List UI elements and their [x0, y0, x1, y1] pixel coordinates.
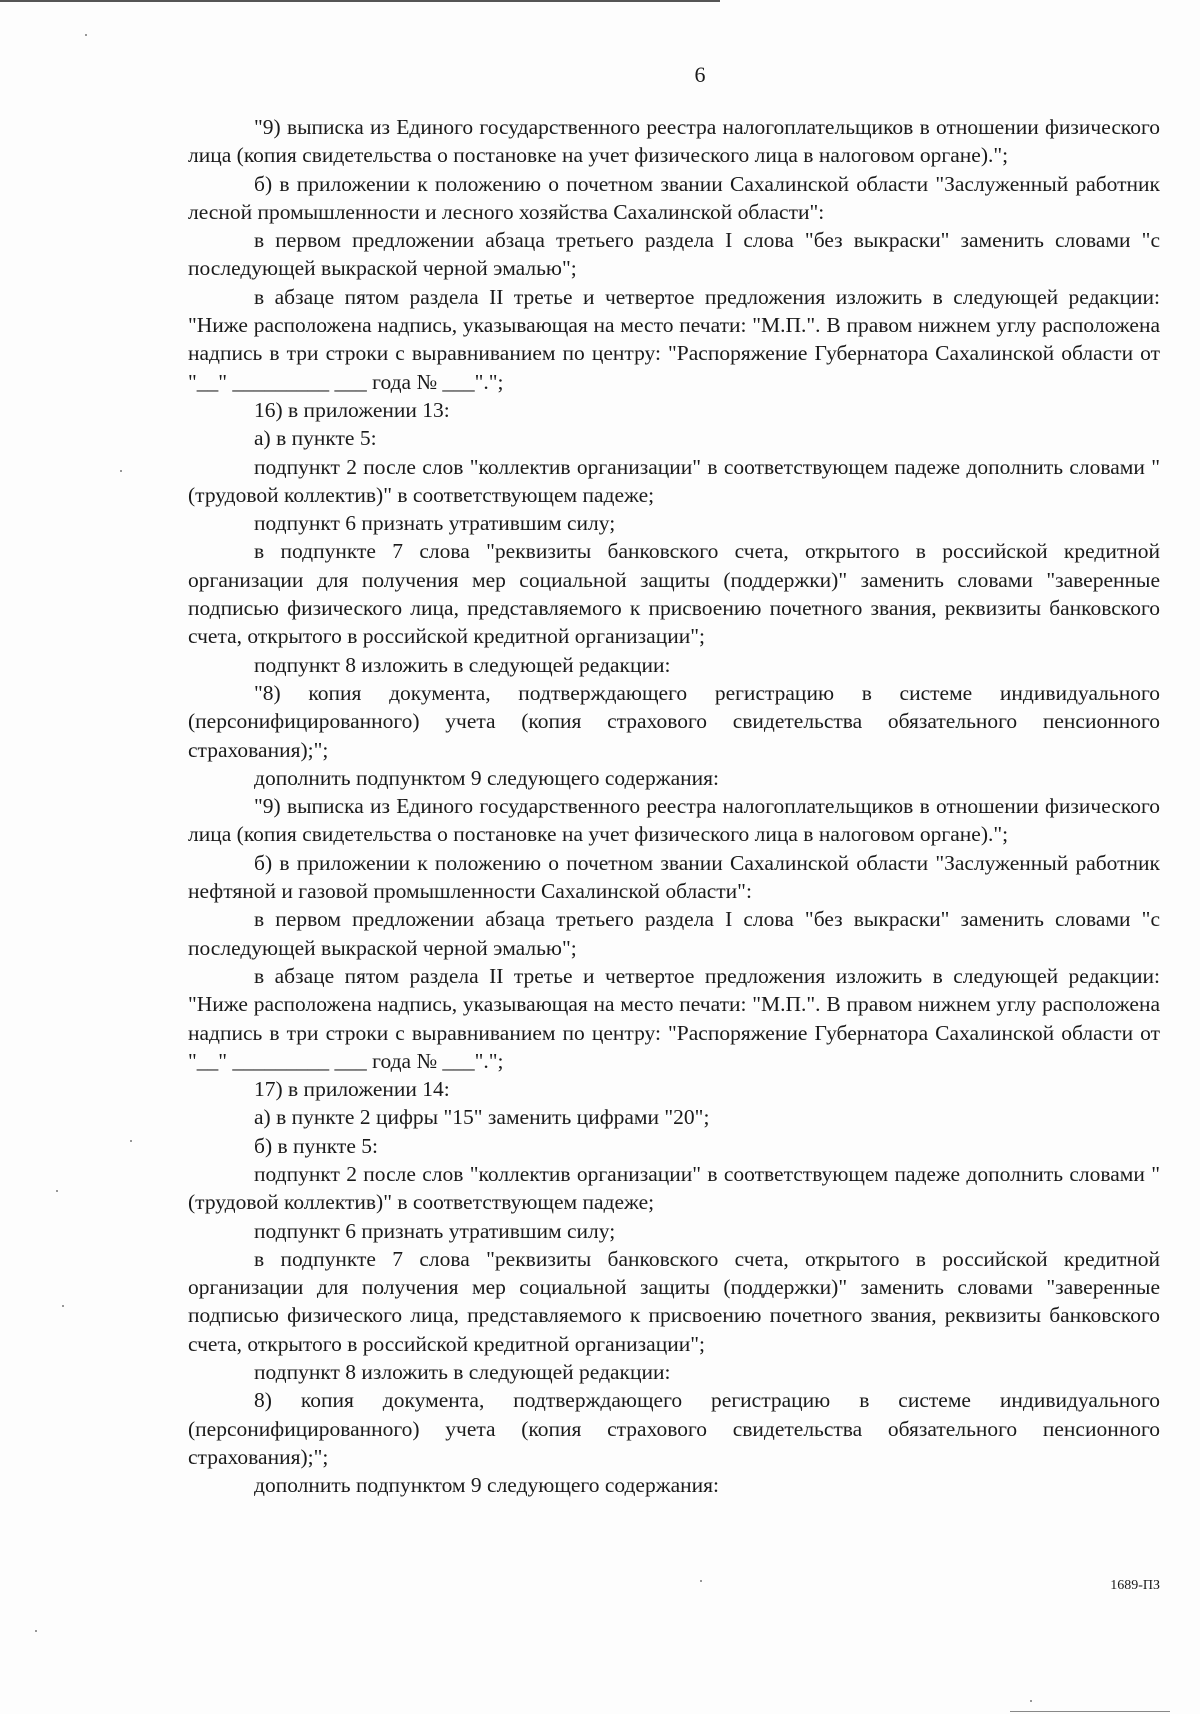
scan-speck	[120, 470, 122, 472]
paragraph: в подпункте 7 слова "реквизиты банковского счета, открытого в российской кредитной организации для получения мер социальной защиты (поддержки)" заменить словами "заверенные подписью физического лица, представляемого к присвоению почетного звания, реквизиты банковского счета, открытого в российской кредитной организации";	[188, 1246, 1160, 1356]
scan-speck	[85, 34, 87, 36]
paragraph: дополнить подпунктом 9 следующего содержания:	[254, 765, 720, 790]
paragraph: в абзаце пятом раздела II третье и четвертое предложения изложить в следующей редакции: "Ниже расположена надпись, указывающая на место печати: "М.П.". В правом нижнем углу расположена надпись в три строки с выравниванием по центру: "Распоряжение Губернатора Сахалинской области от "__" _________ ___ года № ___".";	[188, 963, 1160, 1073]
scan-bottom-edge	[1010, 1711, 1170, 1712]
paragraph: "8) копия документа, подтверждающего регистрацию в системе индивидуального (персонифицированного) учета (копия страхового свидетельства обязательного пенсионного страхования);";	[188, 680, 1160, 762]
paragraph: "9) выписка из Единого государственного реестра налогоплательщиков в отношении физического лица (копия свидетельства о постановке на учет физического лица в налоговом органе).";	[188, 115, 1160, 168]
paragraph: подпункт 2 после слов "коллектив организации" в соответствующем падеже дополнить словами "(трудовой коллектив)" в соответствующем падеже;	[188, 454, 1160, 507]
scan-speck	[130, 1140, 132, 1142]
paragraph: б) в приложении к положению о почетном звании Сахалинской области "Заслуженный работник лесной промышленности и лесного хозяйства Сахалинской области":	[188, 171, 1160, 224]
scan-speck	[62, 1305, 64, 1307]
paragraph: 16) в приложении 13:	[254, 397, 450, 422]
paragraph: подпункт 8 изложить в следующей редакции:	[254, 652, 671, 677]
paragraph: "9) выписка из Единого государственного реестра налогоплательщиков в отношении физического лица (копия свидетельства о постановке на учет физического лица в налоговом органе).";	[188, 794, 1160, 847]
paragraph: подпункт 6 признать утратившим силу;	[254, 1218, 616, 1243]
paragraph: а) в пункте 5:	[254, 426, 377, 451]
paragraph: 17) в приложении 14:	[254, 1077, 450, 1102]
paragraph: а) в пункте 2 цифры "15" заменить цифрами "20";	[254, 1105, 710, 1130]
paragraph: 8) копия документа, подтверждающего регистрацию в системе индивидуального (персонифицированного) учета (копия страхового свидетельства обязательного пенсионного страхования);";	[188, 1388, 1160, 1469]
page-number: 6	[694, 62, 706, 87]
scan-speck	[700, 1580, 702, 1582]
paragraph: в подпункте 7 слова "реквизиты банковского счета, открытого в российской кредитной организации для получения мер социальной защиты (поддержки)" заменить словами "заверенные подписью физического лица, представляемого к присвоению почетного звания, реквизиты банковского счета, открытого в российской кредитной организации";	[188, 539, 1160, 649]
paragraph: подпункт 6 признать утратившим силу;	[254, 511, 616, 536]
paragraph: б) в пункте 5:	[254, 1133, 378, 1158]
scan-top-edge	[0, 0, 720, 2]
scan-speck	[35, 1630, 37, 1632]
paragraph: в абзаце пятом раздела II третье и четвертое предложения изложить в следующей редакции: "Ниже расположена надпись, указывающая на место печати: "М.П.". В правом нижнем углу расположена надпись в три строки с выравниванием по центру: "Распоряжение Губернатора Сахалинской области от "__" _________ ___ года № ___".";	[188, 284, 1160, 394]
scan-speck	[56, 1190, 58, 1192]
paragraph: дополнить подпунктом 9 следующего содержания:	[254, 1473, 720, 1498]
paragraph: подпункт 8 изложить в следующей редакции:	[254, 1360, 671, 1385]
scan-speck	[1030, 1700, 1032, 1702]
document-code: 1689-ПЗ	[1110, 1578, 1160, 1593]
document-body	[188, 113, 1160, 1500]
paragraph: подпункт 2 после слов "коллектив организации" в соответствующем падеже дополнить словами "(трудовой коллектив)" в соответствующем падеже;	[188, 1161, 1160, 1215]
paragraph: в первом предложении абзаца третьего раздела I слова "без выкраски" заменить словами "с последующей выкраской черной эмалью";	[188, 907, 1160, 960]
paragraph: б) в приложении к положению о почетном звании Сахалинской области "Заслуженный работник нефтяной и газовой промышленности Сахалинской области":	[188, 850, 1160, 904]
paragraph: в первом предложении абзаца третьего раздела I слова "без выкраски" заменить словами "с последующей выкраской черной эмалью";	[188, 228, 1160, 281]
